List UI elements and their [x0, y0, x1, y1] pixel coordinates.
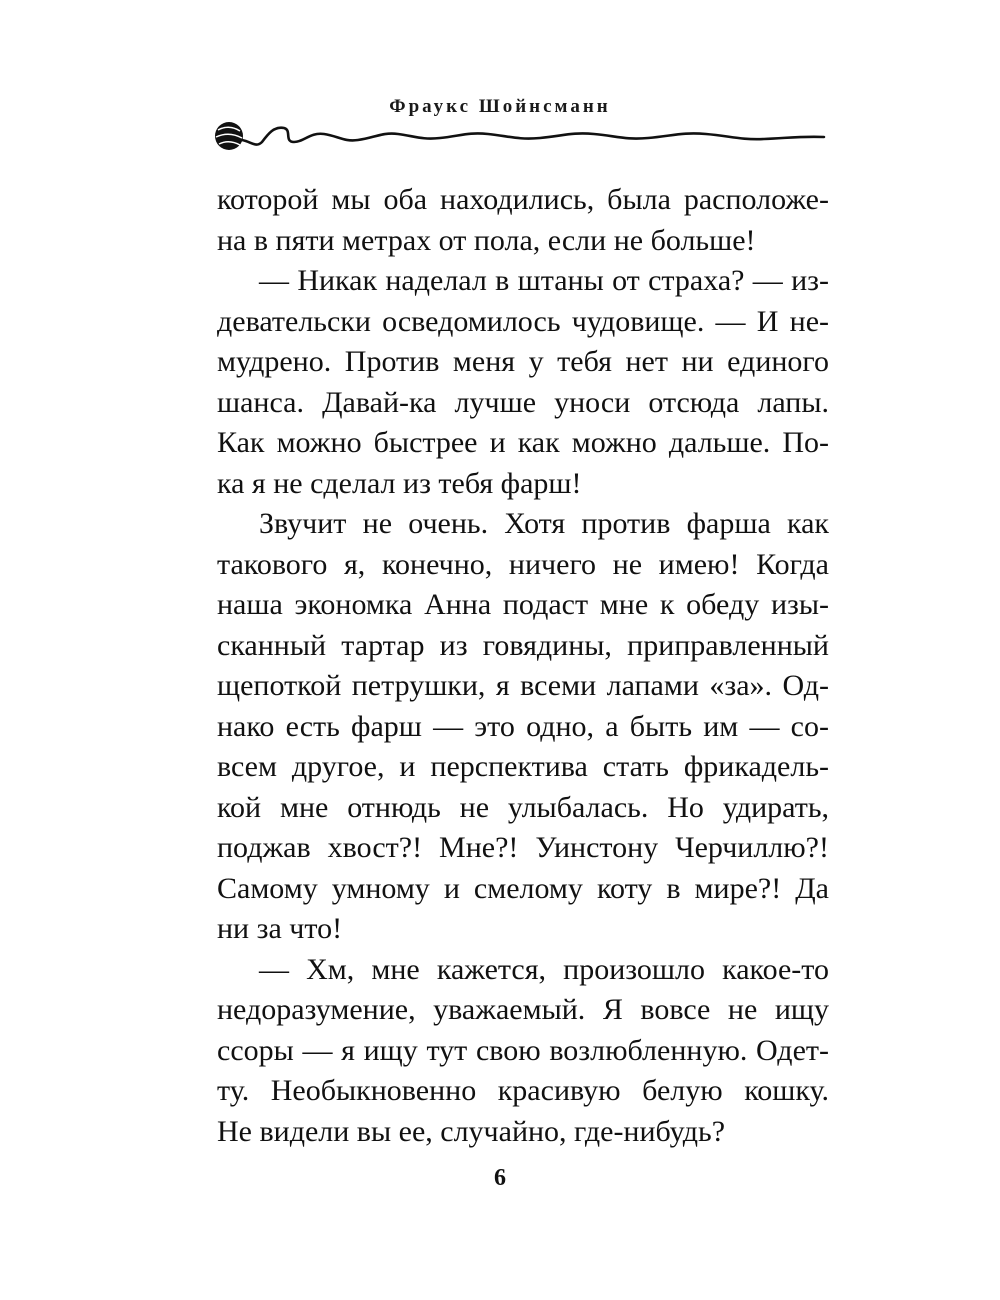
paragraph-4 — [217, 950, 829, 1153]
text-line: нако есть фарш — это одно, а быть им — со- — [217, 709, 829, 743]
text-line: Самому умному и смелому коту в мире?! Да — [217, 871, 829, 905]
text-line: — Хм, мне кажется, произошло какое-то — [259, 952, 829, 986]
text-line: шанса. Давай-ка лучше уноси отсюда лапы. — [217, 385, 829, 419]
body-text — [217, 180, 829, 1152]
text-line: ни за что! — [217, 912, 343, 945]
text-line: наша экономка Анна подаст мне к обеду изы- — [217, 588, 829, 621]
text-line: такового я, конечно, ничего не имею! Когда — [217, 547, 829, 581]
text-line: недоразумение, уважаемый. Я вовсе не ищу — [217, 993, 829, 1026]
text-line: щепоткой петрушки, я всеми лапами «за». Од- — [217, 669, 829, 702]
text-line: мудрено. Против меня у тебя нет ни единого — [217, 345, 829, 378]
text-line: кой мне отнюдь не улыбалась. Но удирать, — [217, 790, 829, 824]
yarn-thread — [242, 128, 824, 145]
text-line: девательски осведомилось чудовище. — И не- — [217, 304, 829, 338]
text-line: — Никак наделал в штаны от страха? — из- — [259, 264, 829, 297]
text-line: всем другое, и перспектива стать фрикадель- — [217, 750, 829, 783]
paragraph-1 — [217, 180, 829, 261]
text-line: ка я не сделал из тебя фарш! — [217, 466, 582, 500]
page-number: 6 — [494, 1165, 506, 1191]
text-line: на в пяти метрах от пола, если не больше! — [217, 223, 756, 257]
running-header-author: Фраукс Шойнсманн — [389, 96, 611, 117]
paragraph-3 — [217, 504, 829, 950]
yarn-ball-icon — [215, 122, 243, 150]
text-line: Не видели вы ее, случайно, где-нибудь? — [217, 1114, 726, 1148]
text-line: Звучит не очень. Хотя против фарша как — [259, 507, 829, 540]
text-line: которой мы оба находились, была расположе- — [217, 183, 829, 216]
text-line: ту. Необыкновенно красивую белую кошку. — [217, 1074, 829, 1107]
text-line: ссоры — я ищу тут свою возлюбленную. Одет- — [217, 1033, 829, 1067]
text-line: Как можно быстрее и как можно дальше. По- — [217, 426, 829, 459]
yarn-ball-ornament — [212, 112, 832, 162]
text-line: сканный тартар из говядины, приправленный — [217, 628, 829, 662]
text-line: поджав хвост?! Мне?! Уинстону Черчиллю?! — [217, 831, 829, 864]
paragraph-2 — [217, 261, 829, 504]
